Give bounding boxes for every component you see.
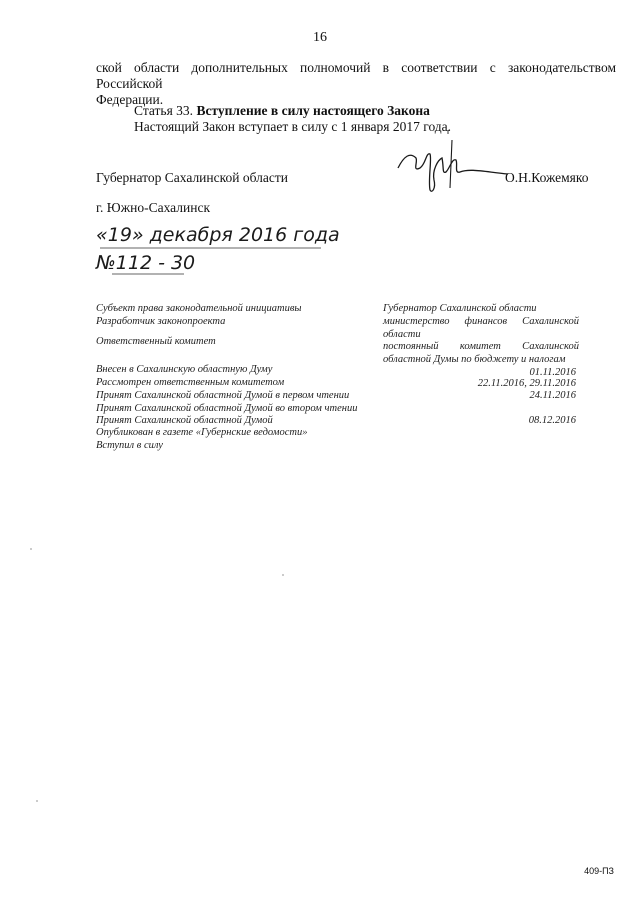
developer-label: Разработчик законопроекта [96, 316, 226, 327]
committee-label: Ответственный комитет [96, 336, 216, 347]
article-title: Вступление в силу настоящего Закона [196, 103, 430, 118]
article-heading [134, 103, 430, 119]
subject-label: Субъект права законодательной инициативы [96, 303, 302, 314]
event-date: 08.12.2016 [528, 415, 576, 426]
article-text: Настоящий Закон вступает в силу с 1 января 2017 года. [134, 119, 452, 134]
developer-value-line2: области [383, 329, 421, 340]
paragraph-line-2: Федерации. [96, 92, 164, 107]
paragraph-continuation [96, 60, 616, 108]
signature-image [390, 128, 510, 200]
scan-speck [36, 800, 38, 802]
event-date: 22.11.2016, 29.11.2016 [477, 378, 576, 389]
footer-code: 409-ПЗ [584, 866, 614, 876]
committee-value-line2: областной Думы по бюджету и налогам [383, 354, 566, 365]
number-underline [112, 272, 192, 276]
developer-value-line1: министерство финансов Сахалинской [383, 316, 579, 327]
handwritten-number: №112 - 30 [96, 252, 196, 274]
event-label: Опубликован в газете «Губернские ведомости» [96, 427, 308, 438]
event-label: Принят Сахалинской областной Думой во втором чтении [96, 403, 358, 414]
date-underline [96, 246, 326, 250]
event-label: Принят Сахалинской областной Думой в первом чтении [96, 390, 350, 401]
page-number: 16 [313, 30, 327, 45]
event-date: 24.11.2016 [529, 390, 576, 401]
governor-title: Губернатор Сахалинской области [96, 170, 288, 185]
governor-name: О.Н.Кожемяко [505, 170, 589, 185]
paragraph-line-1: ской области дополнительных полномочий в соответствии с законодательством Российской [96, 60, 616, 91]
subject-value: Губернатор Сахалинской области [383, 303, 537, 314]
event-label: Вступил в силу [96, 440, 163, 451]
event-label: Принят Сахалинской областной Думой [96, 415, 273, 426]
event-label: Внесен в Сахалинскую областную Думу [96, 364, 273, 375]
event-date: 01.11.2016 [529, 367, 576, 378]
committee-value-line1: постоянный комитет Сахалинской [383, 341, 579, 352]
article-prefix: Статья 33. [134, 103, 194, 118]
event-label: Рассмотрен ответственным комитетом [96, 377, 285, 388]
handwritten-date: «19» декабря 2016 года [96, 224, 340, 246]
place: г. Южно-Сахалинск [96, 200, 211, 215]
scan-speck [30, 548, 32, 550]
scan-speck [282, 574, 284, 576]
